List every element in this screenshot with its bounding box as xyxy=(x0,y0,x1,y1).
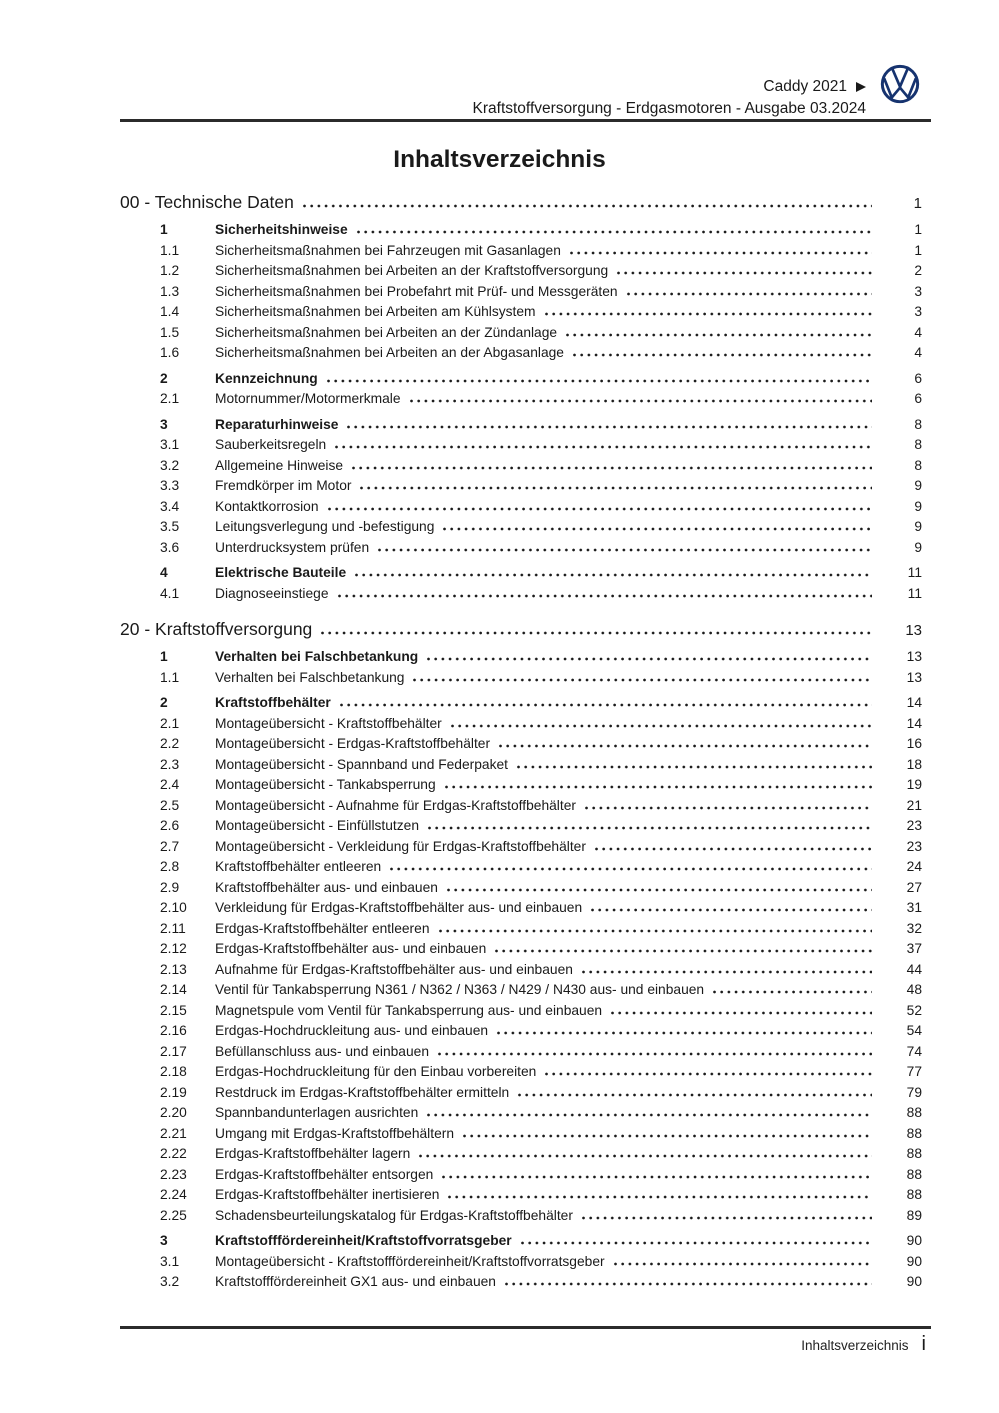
entry-title: Aufnahme für Erdgas-Kraftstoffbehälter aus- und einbauen xyxy=(215,961,573,977)
entry-title: Allgemeine Hinweise xyxy=(215,457,344,473)
entry-title: Restdruck im Erdgas-Kraftstoffbehälter ermitteln xyxy=(215,1084,510,1100)
entry-number: 2.16 xyxy=(160,1023,187,1038)
entry-title: Motornummer/Motormerkmale xyxy=(215,391,401,406)
entry-number: 2.8 xyxy=(160,859,180,874)
toc-entry-row xyxy=(120,1165,922,1186)
entry-title: Kraftstofffördereinheit/Kraftstoffvorratsgeber xyxy=(215,1233,512,1248)
entry-title: Erdgas-Kraftstoffbehälter inertisieren xyxy=(215,1187,440,1202)
entry-title: Sicherheitsmaßnahmen bei Arbeiten an der Abgasanlage xyxy=(215,345,564,360)
entry-page-number: 6 xyxy=(914,370,922,386)
entry-page-number: 54 xyxy=(906,1023,922,1038)
entry-title: Erdgas-Kraftstoffbehälter lagern xyxy=(215,1146,411,1161)
toc-chapter-row xyxy=(120,618,922,642)
dot-leader xyxy=(328,498,872,511)
dot-leader xyxy=(352,457,872,470)
entry-title: Erdgas-Kraftstoffbehälter entsorgen xyxy=(215,1166,434,1182)
toc-entry-row xyxy=(120,693,922,714)
entry-number: 2.19 xyxy=(160,1084,187,1100)
toc-entry-row xyxy=(120,668,922,689)
entry-number: 2.10 xyxy=(160,900,187,915)
entry-number: 1.4 xyxy=(160,304,180,319)
entry-title: Verhalten bei Falschbetankung xyxy=(215,669,405,685)
entry-title: Befüllanschluss aus- und einbauen xyxy=(215,1043,429,1059)
dot-leader xyxy=(447,879,872,892)
entry-number: 3.6 xyxy=(160,539,180,555)
toc-entry-row xyxy=(120,714,922,735)
entry-title: Erdgas-Hochdruckleitung für den Einbau vorbereiten xyxy=(215,1064,537,1079)
dot-leader xyxy=(451,715,872,728)
entry-page-number: 88 xyxy=(906,1146,922,1161)
entry-number: 3 xyxy=(160,1233,168,1248)
entry-page-number: 18 xyxy=(906,756,922,772)
dot-leader xyxy=(413,669,872,682)
dot-leader xyxy=(427,648,872,661)
toc-entry-row xyxy=(120,323,922,344)
toc-entry-row xyxy=(120,389,922,410)
entry-number: 3.1 xyxy=(160,1253,180,1269)
vw-logo xyxy=(879,63,921,110)
entry-page-number: 24 xyxy=(906,859,922,874)
entry-number: 1.3 xyxy=(160,283,180,299)
toc-entry-row xyxy=(120,1185,922,1206)
entry-number: 1.2 xyxy=(160,263,180,278)
entry-number: 1 xyxy=(160,649,168,664)
page-header xyxy=(473,76,866,119)
toc-entry-row xyxy=(120,1083,922,1104)
toc-entry-row xyxy=(120,220,922,241)
toc-entry-row xyxy=(120,878,922,899)
dot-leader xyxy=(340,694,872,707)
entry-number: 2.11 xyxy=(160,920,186,936)
entry-number: 2.4 xyxy=(160,777,180,792)
chapter-page-number: 1 xyxy=(913,195,922,212)
dot-leader xyxy=(438,1043,872,1056)
toc-entry-row xyxy=(120,816,922,837)
entry-title: Montageübersicht - Tankabsperrung xyxy=(215,777,436,792)
entry-page-number: 88 xyxy=(906,1125,922,1141)
toc-entry-row xyxy=(120,939,922,960)
entry-title: Montageübersicht - Verkleidung für Erdgas-Kraftstoffbehälter xyxy=(215,838,586,854)
entry-page-number: 11 xyxy=(907,565,922,580)
dot-leader xyxy=(321,622,872,635)
entry-page-number: 9 xyxy=(914,539,922,555)
entry-number: 2.21 xyxy=(160,1125,187,1141)
entry-page-number: 8 xyxy=(914,457,922,473)
dot-leader xyxy=(582,961,872,974)
entry-number: 2.22 xyxy=(160,1146,187,1161)
entry-number: 2.6 xyxy=(160,818,180,833)
dot-leader xyxy=(573,344,872,357)
entry-page-number: 8 xyxy=(914,437,922,452)
entry-page-number: 9 xyxy=(914,519,922,534)
entry-title: Sicherheitsmaßnahmen bei Arbeiten an der Kraftstoffversorgung xyxy=(215,263,609,278)
toc-entry-row xyxy=(120,647,922,668)
entry-number: 3.2 xyxy=(160,457,180,473)
dot-leader xyxy=(499,735,872,748)
table-of-contents xyxy=(120,191,922,1293)
entry-number: 1.1 xyxy=(160,242,180,258)
toc-entry-row xyxy=(120,898,922,919)
chapter-page-number: 13 xyxy=(905,622,922,639)
entry-number: 1.5 xyxy=(160,324,180,340)
entry-number: 4.1 xyxy=(160,585,180,601)
dot-leader xyxy=(427,1104,872,1117)
entry-title: Sicherheitsmaßnahmen bei Probefahrt mit Prüf- und Messgeräten xyxy=(215,283,618,299)
dot-leader xyxy=(347,416,872,429)
dot-leader xyxy=(338,585,872,598)
entry-number: 2.14 xyxy=(160,982,187,997)
entry-title: Umgang mit Erdgas-Kraftstoffbehältern xyxy=(215,1125,455,1141)
entry-title: Montageübersicht - Kraftstoffbehälter xyxy=(215,715,442,731)
header-divider xyxy=(120,119,931,122)
entry-title: Kontaktkorrosion xyxy=(215,498,319,514)
entry-number: 1 xyxy=(160,222,168,237)
entry-page-number: 44 xyxy=(906,961,922,977)
entry-title: Kennzeichnung xyxy=(215,370,318,386)
toc-entry-row xyxy=(120,1144,922,1165)
entry-title: Erdgas-Kraftstoffbehälter entleeren xyxy=(215,920,430,936)
entry-title: Montageübersicht - Spannband und Federpaket xyxy=(215,756,509,772)
toc-entry-row xyxy=(120,584,922,605)
entry-title: Sauberkeitsregeln xyxy=(215,437,327,452)
dot-leader xyxy=(545,1063,872,1076)
entry-title: Montageübersicht - Aufnahme für Erdgas-Kraftstoffbehälter xyxy=(215,797,576,813)
toc-entry-row xyxy=(120,517,922,538)
toc-entry-row xyxy=(120,857,922,878)
entry-page-number: 52 xyxy=(906,1002,922,1018)
entry-number: 2.9 xyxy=(160,879,180,895)
toc-entry-row xyxy=(120,456,922,477)
toc-entry-row xyxy=(120,241,922,262)
toc-entry-row xyxy=(120,1206,922,1227)
dot-leader xyxy=(419,1145,872,1158)
model-name: Caddy 2021 xyxy=(763,78,847,95)
entry-page-number: 90 xyxy=(906,1274,922,1289)
entry-title: Sicherheitsmaßnahmen bei Fahrzeugen mit Gasanlagen xyxy=(215,242,561,258)
entry-title: Kraftstoffbehälter xyxy=(215,695,331,710)
entry-title: Unterdrucksystem prüfen xyxy=(215,539,370,555)
toc-entry-row xyxy=(120,1042,922,1063)
entry-title: Sicherheitsmaßnahmen bei Arbeiten am Kühlsystem xyxy=(215,304,536,319)
entry-page-number: 8 xyxy=(914,416,922,432)
dot-leader xyxy=(428,817,872,830)
entry-page-number: 4 xyxy=(914,324,922,340)
footer-label: Inhaltsverzeichnis xyxy=(801,1338,909,1353)
toc-entry-row xyxy=(120,755,922,776)
dot-leader xyxy=(495,940,872,953)
toc-entry-row xyxy=(120,282,922,303)
entry-title: Montageübersicht - Erdgas-Kraftstoffbehälter xyxy=(215,736,491,751)
entry-page-number: 3 xyxy=(914,304,922,319)
entry-page-number: 88 xyxy=(906,1187,922,1202)
dot-leader xyxy=(617,262,872,275)
entry-number: 2.5 xyxy=(160,797,180,813)
dot-leader xyxy=(448,1186,872,1199)
entry-number: 2.18 xyxy=(160,1064,187,1079)
dot-leader xyxy=(505,1273,872,1286)
dot-leader xyxy=(497,1022,872,1035)
toc-entry-row xyxy=(120,960,922,981)
entry-number: 4 xyxy=(160,565,168,580)
dot-leader xyxy=(518,1084,872,1097)
page-footer xyxy=(120,1333,926,1356)
footer-divider xyxy=(120,1326,931,1329)
entry-page-number: 21 xyxy=(906,797,922,813)
entry-number: 2.1 xyxy=(160,715,180,731)
toc-entry-row xyxy=(120,980,922,1001)
entry-title: Magnetspule vom Ventil für Tankabsperrung aus- und einbauen xyxy=(215,1002,603,1018)
entry-page-number: 31 xyxy=(906,900,922,915)
toc-entry-row xyxy=(120,1231,922,1252)
dot-leader xyxy=(611,1002,872,1015)
entry-page-number: 32 xyxy=(906,920,922,936)
entry-number: 3.1 xyxy=(160,437,180,452)
entry-number: 2 xyxy=(160,370,168,386)
entry-page-number: 11 xyxy=(907,585,922,601)
entry-page-number: 19 xyxy=(906,777,922,792)
entry-page-number: 23 xyxy=(906,818,922,833)
chapter-title: 20 - Kraftstoffversorgung xyxy=(120,619,313,639)
entry-page-number: 90 xyxy=(906,1253,922,1269)
dot-leader xyxy=(360,477,872,490)
dot-leader xyxy=(585,797,872,810)
toc-entry-row xyxy=(120,343,922,364)
toc-entry-row xyxy=(120,369,922,390)
entry-number: 2.3 xyxy=(160,756,180,772)
entry-title: Montageübersicht - Einfüllstutzen xyxy=(215,818,419,833)
entry-page-number: 74 xyxy=(906,1043,922,1059)
dot-leader xyxy=(521,1232,872,1245)
entry-number: 2.17 xyxy=(160,1043,187,1059)
entry-page-number: 88 xyxy=(906,1166,922,1182)
entry-number: 3.3 xyxy=(160,478,180,493)
entry-page-number: 9 xyxy=(914,478,922,493)
chapter-title: 00 - Technische Daten xyxy=(120,192,294,212)
entry-number: 2.13 xyxy=(160,961,187,977)
entry-page-number: 6 xyxy=(914,391,922,406)
entry-number: 2.7 xyxy=(160,838,180,854)
entry-title: Ventil für Tankabsperrung N361 / N362 / N363 / N429 / N430 aus- und einbauen xyxy=(215,982,705,997)
toc-entry-row xyxy=(120,775,922,796)
entry-title: Montageübersicht - Kraftstofffördereinheit/Kraftstoffvorratsgeber xyxy=(215,1253,605,1269)
entry-number: 2.25 xyxy=(160,1207,187,1223)
toc-entry-row xyxy=(120,302,922,323)
dot-leader xyxy=(570,242,872,255)
toc-entry-row xyxy=(120,1062,922,1083)
entry-page-number: 16 xyxy=(906,736,922,751)
dot-leader xyxy=(327,370,872,383)
dot-leader xyxy=(713,981,872,994)
toc-entry-row xyxy=(120,734,922,755)
entry-number: 2.12 xyxy=(160,941,187,956)
dot-leader xyxy=(517,756,872,769)
entry-number: 2.24 xyxy=(160,1187,187,1202)
entry-page-number: 37 xyxy=(906,941,922,956)
entry-title: Sicherheitshinweise xyxy=(215,222,348,237)
dot-leader xyxy=(390,858,872,871)
dot-leader xyxy=(566,324,872,337)
entry-page-number: 2 xyxy=(914,263,922,278)
arrow-right-icon xyxy=(856,82,866,92)
entry-number: 3.2 xyxy=(160,1274,180,1289)
dot-leader xyxy=(545,303,872,316)
toc-entry-row xyxy=(120,563,922,584)
entry-page-number: 9 xyxy=(914,498,922,514)
dot-leader xyxy=(410,390,872,403)
dot-leader xyxy=(582,1207,872,1220)
entry-page-number: 89 xyxy=(906,1207,922,1223)
entry-page-number: 23 xyxy=(906,838,922,854)
entry-number: 3 xyxy=(160,416,168,432)
entry-number: 3.5 xyxy=(160,519,180,534)
entry-number: 2.23 xyxy=(160,1166,187,1182)
toc-entry-row xyxy=(120,538,922,559)
dot-leader xyxy=(439,920,873,933)
toc-entry-row xyxy=(120,476,922,497)
entry-page-number: 27 xyxy=(906,879,922,895)
entry-page-number: 13 xyxy=(906,649,922,664)
toc-entry-row xyxy=(120,497,922,518)
entry-number: 2.15 xyxy=(160,1002,187,1018)
dot-leader xyxy=(591,899,872,912)
entry-number: 2.20 xyxy=(160,1105,187,1120)
entry-page-number: 1 xyxy=(914,242,922,258)
dot-leader xyxy=(357,221,872,234)
entry-title: Fremdkörper im Motor xyxy=(215,478,352,493)
toc-entry-row xyxy=(120,1124,922,1145)
page-title: Inhaltsverzeichnis xyxy=(393,146,606,174)
entry-title: Kraftstoffbehälter aus- und einbauen xyxy=(215,879,438,895)
dot-leader xyxy=(442,1166,872,1179)
dot-leader xyxy=(335,436,872,449)
toc-entry-row xyxy=(120,1021,922,1042)
toc-chapter-row xyxy=(120,191,922,215)
entry-title: Schadensbeurteilungskatalog für Erdgas-Kraftstoffbehälter xyxy=(215,1207,573,1223)
entry-title: Leitungsverlegung und -befestigung xyxy=(215,519,435,534)
entry-page-number: 13 xyxy=(906,669,922,685)
entry-title: Spannbandunterlagen ausrichten xyxy=(215,1105,419,1120)
dot-leader xyxy=(443,518,872,531)
dot-leader xyxy=(595,838,872,851)
entry-number: 2.1 xyxy=(160,391,180,406)
entry-page-number: 14 xyxy=(906,695,922,710)
entry-title: Diagnoseeinstiege xyxy=(215,585,329,601)
entry-page-number: 48 xyxy=(906,982,922,997)
entry-title: Kraftstofffördereinheit GX1 aus- und einbauen xyxy=(215,1274,496,1289)
document-subtitle: Kraftstoffversorgung - Erdgasmotoren - Ausgabe 03.2024 xyxy=(472,99,866,117)
entry-page-number: 79 xyxy=(906,1084,922,1100)
entry-page-number: 14 xyxy=(906,715,922,731)
model-line xyxy=(473,76,866,98)
dot-leader xyxy=(627,283,872,296)
toc-entry-row xyxy=(120,415,922,436)
entry-page-number: 3 xyxy=(914,283,922,299)
entry-title: Verhalten bei Falschbetankung xyxy=(215,649,419,664)
entry-number: 2.2 xyxy=(160,736,180,751)
entry-title: Elektrische Bauteile xyxy=(215,565,347,580)
toc-entry-row xyxy=(120,1103,922,1124)
entry-number: 1.6 xyxy=(160,345,180,360)
dot-leader xyxy=(355,564,872,577)
toc-entry-row xyxy=(120,261,922,282)
entry-title: Sicherheitsmaßnahmen bei Arbeiten an der Zündanlage xyxy=(215,324,558,340)
entry-title: Reparaturhinweise xyxy=(215,416,339,432)
dot-leader xyxy=(445,776,872,789)
entry-title: Kraftstoffbehälter entleeren xyxy=(215,859,382,874)
footer-page-number: i xyxy=(921,1333,926,1355)
toc-entry-row xyxy=(120,1252,922,1273)
entry-page-number: 77 xyxy=(906,1064,922,1079)
entry-page-number: 88 xyxy=(906,1105,922,1120)
toc-entry-row xyxy=(120,435,922,456)
toc-entry-row xyxy=(120,1001,922,1022)
entry-title: Erdgas-Hochdruckleitung aus- und einbauen xyxy=(215,1023,489,1038)
toc-entry-row xyxy=(120,796,922,817)
toc-entry-row xyxy=(120,919,922,940)
entry-title: Verkleidung für Erdgas-Kraftstoffbehälter aus- und einbauen xyxy=(215,900,583,915)
dot-leader xyxy=(463,1125,872,1138)
entry-page-number: 90 xyxy=(906,1233,922,1248)
dot-leader xyxy=(378,539,872,552)
toc-entry-row xyxy=(120,1272,922,1293)
entry-page-number: 4 xyxy=(914,345,922,360)
dot-leader xyxy=(614,1253,872,1266)
entry-number: 3.4 xyxy=(160,498,180,514)
entry-title: Erdgas-Kraftstoffbehälter aus- und einbauen xyxy=(215,941,487,956)
toc-entry-row xyxy=(120,837,922,858)
entry-page-number: 1 xyxy=(914,222,922,237)
entry-number: 1.1 xyxy=(160,669,180,685)
entry-number: 2 xyxy=(160,695,168,710)
dot-leader xyxy=(303,195,872,208)
